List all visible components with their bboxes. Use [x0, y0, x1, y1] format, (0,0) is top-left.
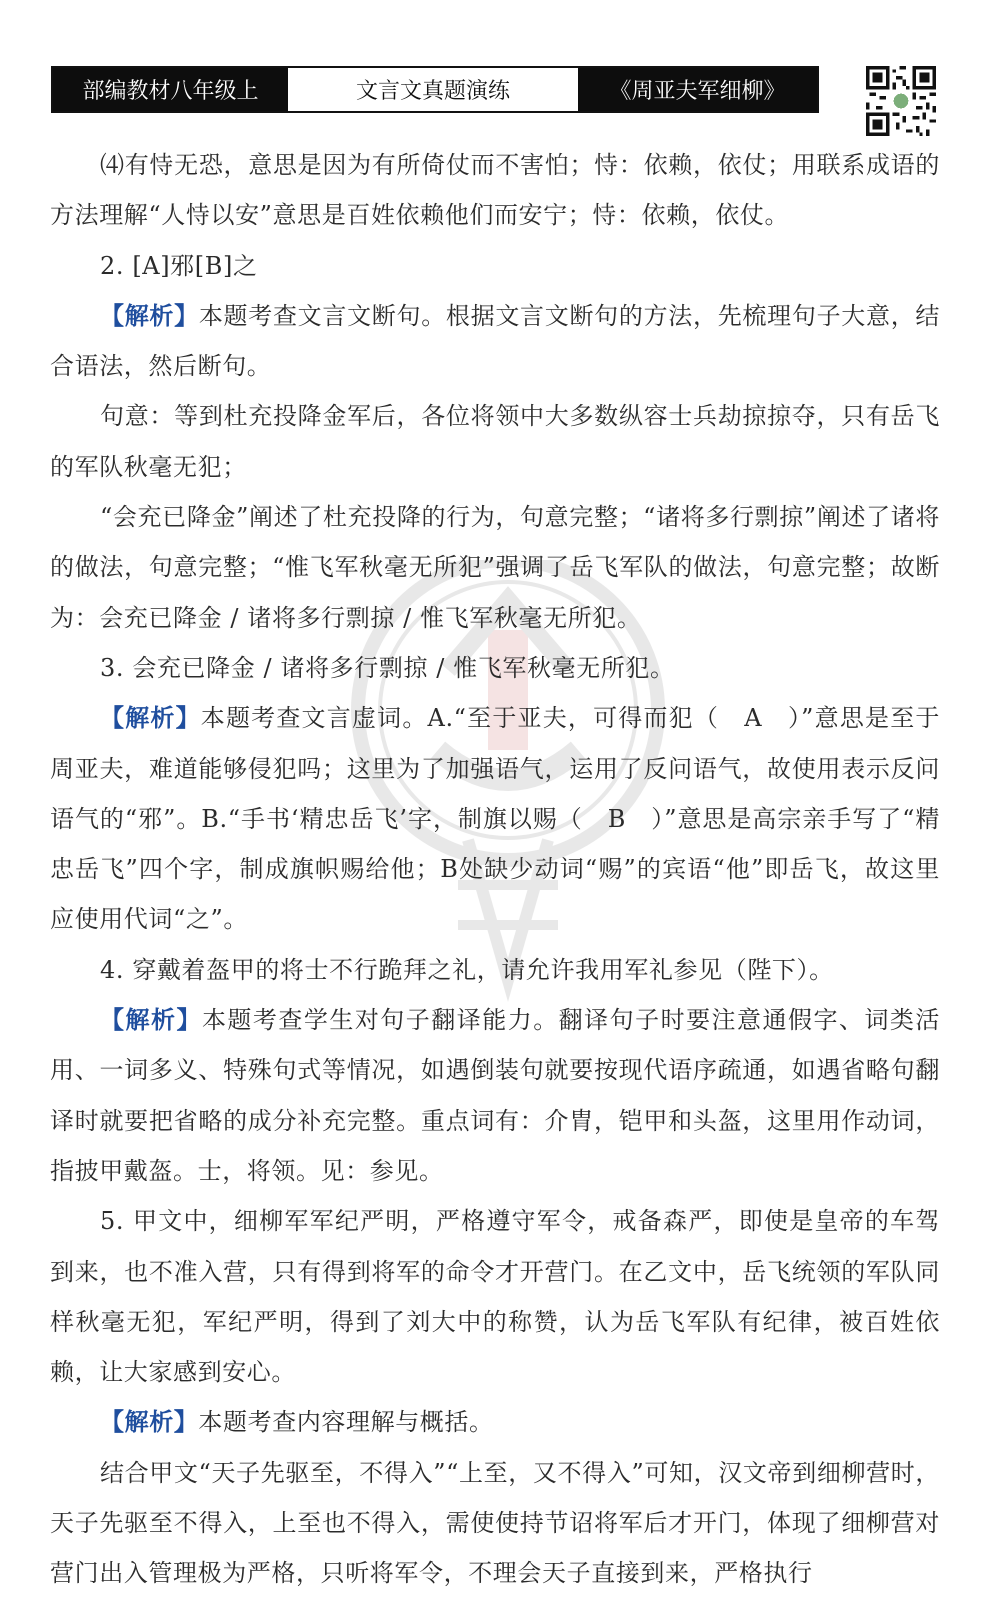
analysis-5	[50, 1397, 940, 1447]
analysis-3	[50, 693, 940, 944]
paragraph-text: 4. 穿戴着盔甲的将士不行跪拜之礼，请允许我用军礼参见（陛下）。	[100, 955, 834, 984]
paragraph	[50, 492, 940, 643]
paragraph-text: “会充已降金”阐述了杜充投降的行为，句意完整；“诸将多行剽掠”阐述了诸将的做法，句意完整；“惟飞军秋毫无所犯”强调了岳飞军队的做法，句意完整；故断为：会充已降金 / 诸将多行剽掠 / 惟飞军秋毫无所犯。	[50, 503, 940, 632]
analysis-tag: 【解析】	[100, 300, 199, 330]
analysis-4	[50, 995, 940, 1196]
answer-2	[50, 241, 940, 291]
analysis-2	[50, 291, 940, 392]
paragraph-text: 句意：等到杜充投降金军后，各位将领中大多数纵容士兵劫掠掠夺，只有岳飞的军队秋毫无犯；	[50, 402, 940, 481]
analysis-tag: 【解析】	[100, 1005, 202, 1035]
paragraph-text: 3. 会充已降金 / 诸将多行剽掠 / 惟飞军秋毫无所犯。	[100, 653, 675, 682]
paragraph-text: 本题考查内容理解与概括。	[198, 1408, 494, 1437]
header-textbook-label: 部编教材八年级上	[53, 68, 288, 111]
paragraph	[50, 391, 940, 492]
answer-4	[50, 945, 940, 995]
qr-code	[866, 66, 936, 136]
header-bar	[51, 66, 819, 113]
paragraph-text: ⑷有恃无恐，意思是因为有所倚仗而不害怕；恃：依赖，依仗；用联系成语的方法理解“人恃以安”意思是百姓依赖他们而安宁；恃：依赖，依仗。	[50, 151, 940, 230]
paragraph-text: 本题考查文言虚词。A.“至于亚夫，可得而犯（ A ）”意思是至于周亚夫，难道能够侵犯吗；这里为了加强语气，运用了反问语气，故使用表示反问语气的“邪”。B.“手书‘精忠岳飞’字，制旗以赐（ B ）”意思是高宗亲手写了“精忠岳飞”四个字，制成旗帜赐给他；B处缺少动词“赐”的宾语“他”即岳飞，故这里应使用代词“之”。	[50, 704, 941, 934]
answer-5	[50, 1196, 940, 1397]
paragraph	[50, 140, 940, 241]
paragraph-text: 5. 甲文中，细柳军军纪严明，严格遵守军令，戒备森严，即使是皇帝的车驾到来，也不准入营，只有得到将军的命令才开营门。在乙文中，岳飞统领的军队同样秋毫无犯，军纪严明，得到了刘大中的称赞，认为岳飞军队有纪律，被百姓依赖，让大家感到安心。	[50, 1207, 940, 1387]
answer-3	[50, 643, 940, 693]
header-section-title: 文言文真题演练	[288, 68, 578, 111]
header-lesson-title: 《周亚夫军细柳》	[578, 68, 817, 111]
document-body	[50, 140, 940, 1599]
paragraph	[50, 1448, 940, 1599]
analysis-tag: 【解析】	[100, 703, 201, 733]
analysis-tag: 【解析】	[100, 1407, 199, 1437]
paragraph-text: 本题考查文言文断句。根据文言文断句的方法，先梳理句子大意，结合语法，然后断句。	[50, 301, 940, 381]
paragraph-text: 结合甲文“天子先驱至，不得入”“上至，又不得入”可知，汉文帝到细柳营时，天子先驱至不得入，上至也不得入，需使使持节诏将军后才开门，体现了细柳营对营门出入管理极为严格，只听将军令，不理会天子直接到来，严格执行	[50, 1458, 940, 1588]
paragraph-text: 本题考查学生对句子翻译能力。翻译句子时要注意通假字、词类活用、一词多义、特殊句式等情况，如遇倒装句就要按现代语序疏通，如遇省略句翻译时就要把省略的成分补充完整。重点词有：介胄，铠甲和头盔，这里用作动词，指披甲戴盔。士，将领。见：参见。	[50, 1006, 940, 1185]
paragraph-text: 2. [A]邪[B]之	[100, 251, 258, 280]
